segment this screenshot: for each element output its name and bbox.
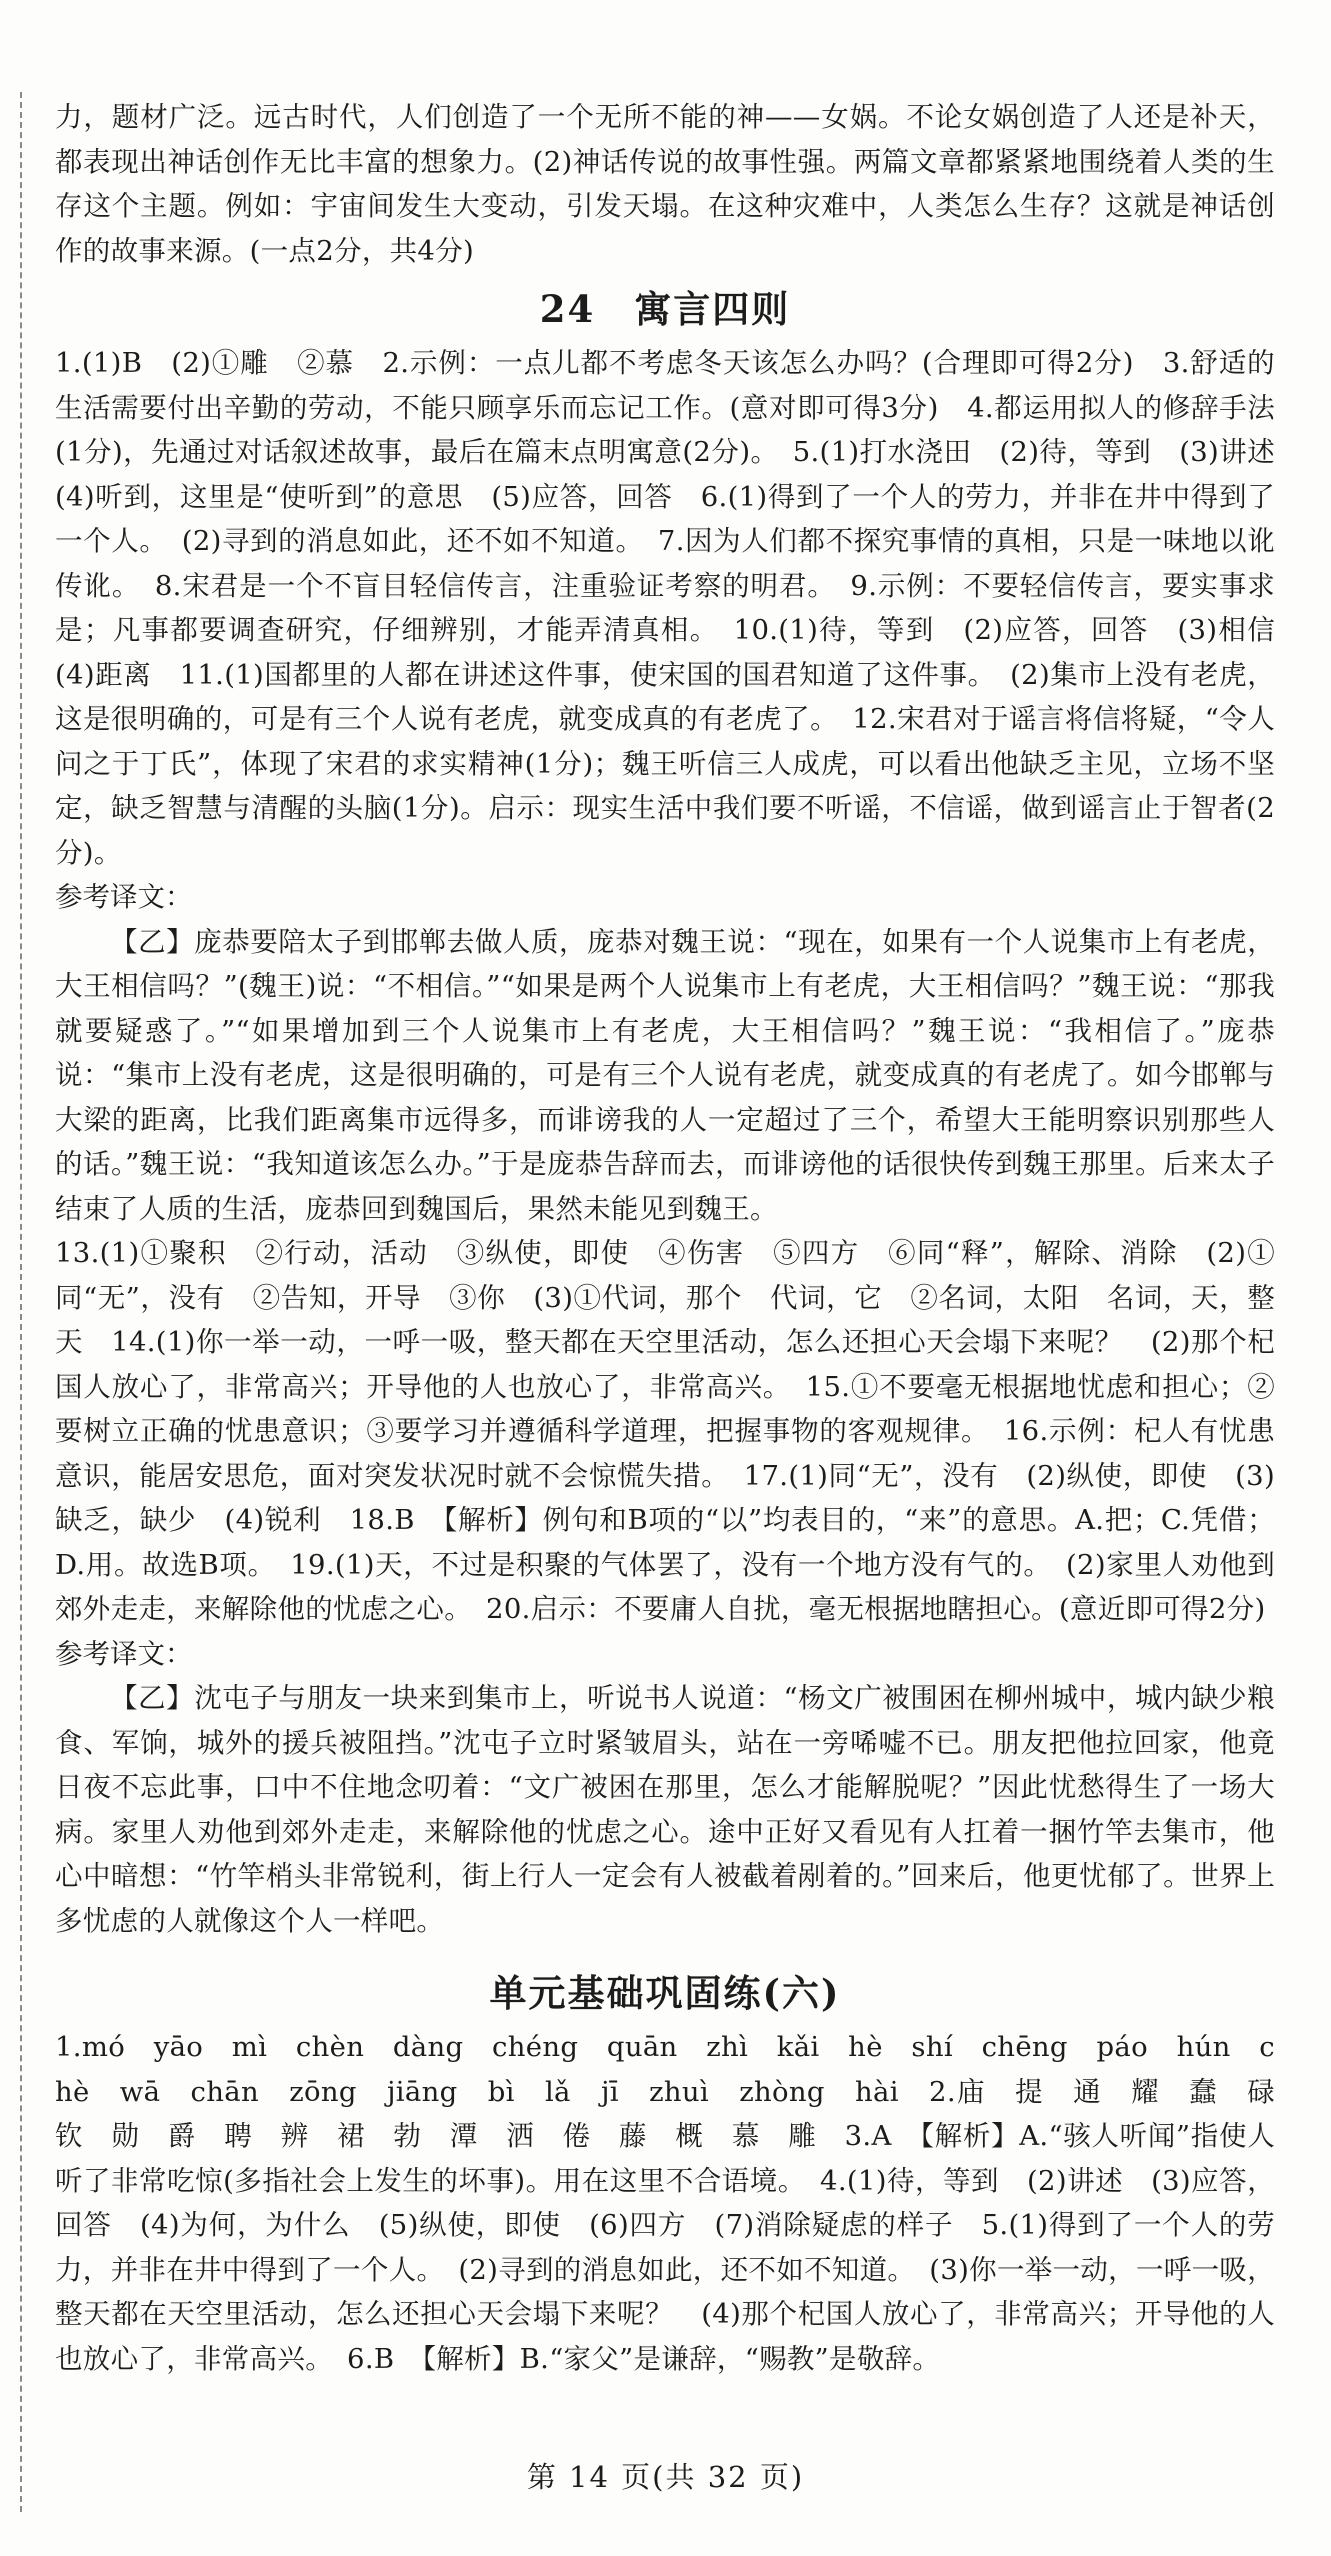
lesson-24-answers-part1: 1.(1)B (2)①雕 ②慕 2.示例：一点儿都不考虑冬天该怎么办吗？(合理即可得2分) 3.舒适的生活需要付出辛勤的劳动，不能只顾享乐而忘记工作。(意对即可得3分) 4.都运用拟人的修辞手法(1分)，先通过对话叙述故事，最后在篇末点明寓意(2分)。 5.(1)打水浇田 (2)待，等到 (3)讲述 (4)听到，这里是“使听到”的意思 (5)应答，回答 6.(1)得到了一个人的劳力，并非在井中得到了一个人。 (2)寻到的消息如此，还不如不知道。 7.因为人们都不探究事情的真相，只是一味地以讹传讹。 8.宋君是一个不盲目轻信传言，注重验证考察的明君。 9.示例：不要轻信传言，要实事求是；凡事都要调查研究，仔细辨别，才能弄清真相。 10.(1)待，等到 (2)应答，回答 (3)相信 (4)距离 11.(1)国都里的人都在讲述这件事，使宋国的国君知道了这件事。 (2)集市上没有老虎，这是很明确的，可是有三个人说有老虎，就变成真的有老虎了。 12.宋君对于谣言将信将疑，“令人问之于丁氏”，体现了宋君的求实精神(1分)；魏王听信三人成虎，可以看出他缺乏主见，立场不坚定，缺乏智慧与清醒的头脑(1分)。启示：现实生活中我们要不听谣，不信谣，做到谣言止于智者(2分)。: [55, 347, 1303, 869]
unit-6-title: 单元基础巩固练(六): [489, 1971, 841, 2015]
page-number-footer: 第 14 页(共 32 页): [526, 2460, 805, 2494]
intro-paragraph: 力，题材广泛。远古时代，人们创造了一个无所不能的神——女娲。不论女娲创造了人还是补天，都表现出神话创作无比丰富的想象力。(2)神话传说的故事性强。两篇文章都紧紧地围绕着人类的生存这个主题。例如：宇宙间发生大变动，引发天塌。在这种灾难中，人类怎么生存？这就是神话创作的故事来源。(一点2分，共4分): [55, 101, 1275, 267]
lesson-24-answers-part2: 13.(1)①聚积 ②行动，活动 ③纵使，即使 ④伤害 ⑤四方 ⑥同“释”，解除、消除 (2)①同“无”，没有 ②告知，开导 ③你 (3)①代词，那个 代词，它 ②名词，太阳 名词，天，整天 14.(1)你一举一动，一呼一吸，整天都在天空里活动，怎么还担心天会塌下来呢？ (2)那个杞国人放心了，非常高兴；开导他的人也放心了，非常高兴。 15.①不要毫无根据地忧虑和担心；②要树立正确的忧患意识；③要学习并遵循科学道理，把握事物的客观规律。 16.示例：杞人有忧患意识，能居安思危，面对突发状况时就不会惊慌失措。 17.(1)同“无”，没有 (2)纵使，即使 (3)缺乏，缺少 (4)锐利 18.B 【解析】例句和B项的“以”均表目的，“来”的意思。A.把；C.凭借；D.用。故选B项。 19.(1)天，不过是积聚的气体罢了，没有一个地方没有气的。 (2)家里人劝他到郊外走走，来解除他的忧虑之心。 20.启示：不要庸人自扰，毫无根据地瞎担心。(意近即可得2分): [55, 1237, 1275, 1625]
reference-translation-1: 【乙】庞恭要陪太子到邯郸去做人质，庞恭对魏王说：“现在，如果有一个人说集市上有老虎，大王相信吗？”(魏王)说：“不相信。”“如果是两个人说集市上有老虎，大王相信吗？”魏王说：“那我就要疑惑了。”“如果增加到三个人说集市上有老虎，大王相信吗？”魏王说：“我相信了。”庞恭说：“集市上没有老虎，这是很明确的，可是有三个人说有老虎，就变成真的有老虎了。如今邯郸与大梁的距离，比我们距离集市远得多，而诽谤我的人一定超过了三个，希望大王能明察识别那些人的话。”魏王说：“我知道该怎么办。”于是庞恭告辞而去，而诽谤他的话很快传到魏王那里。后来太子结束了人质的生活，庞恭回到魏国后，果然未能见到魏王。: [55, 925, 1275, 1225]
reference-translation-label-2: 参考译文：: [55, 1637, 193, 1670]
unit-6-section: [55, 1965, 1303, 2381]
lesson-24-title: 24 寓言四则: [539, 287, 791, 331]
unit-6-answers: 1.mó yāo mì chèn dàng chéng quān zhì kǎi hè shí chēng páo hún chè wā chān zōng jiāng bì lǎ jī zhuì zhòng hài 2.庙 提 通 耀 蠢 碌 钦 勋 爵 聘 辨 裙 勃 潭 洒 倦 藤 概 慕 雕 3.A 【解析】A.“骇人听闻”指使人听了非常吃惊(多指社会上发生的坏事)。用在这里不合语境。 4.(1)待，等到 (2)讲述 (3)应答，回答 (4)为何，为什么 (5)纵使，即使 (6)四方 (7)消除疑虑的样子 5.(1)得到了一个人的劳力，并非在井中得到了一个人。 (2)寻到的消息如此，还不如不知道。 (3)你一举一动，一呼一吸，整天都在天空里活动，怎么还担心天会塌下来呢？ (4)那个杞国人放心了，非常高兴；开导他的人也放心了，非常高兴。 6.B 【解析】B.“家父”是谦辞，“赐教”是敬辞。: [55, 2031, 1303, 2375]
reference-translation-2: 【乙】沈屯子与朋友一块来到集市上，听说书人说道：“杨文广被围困在柳州城中，城内缺少粮食、军饷，城外的援兵被阻挡。”沈屯子立时紧皱眉头，站在一旁唏嘘不已。朋友把他拉回家，他竟日夜不忘此事，口中不住地念叨着：“文广被困在那里，怎么才能解脱呢？”因此忧愁得生了一场大病。家里人劝他到郊外走走，来解除他的忧虑之心。途中正好又看见有人扛着一捆竹竿去集市，他心中暗想：“竹竿梢头非常锐利，街上行人一定会有人被截着剐着的。”回来后，他更忧郁了。世界上多忧虑的人就像这个人一样吧。: [55, 1682, 1275, 1937]
page-content: [55, 95, 1303, 2381]
binding-margin-rule: [20, 92, 22, 2512]
lesson-24-section: [55, 281, 1303, 1943]
reference-translation-label-1: 参考译文：: [55, 881, 193, 913]
